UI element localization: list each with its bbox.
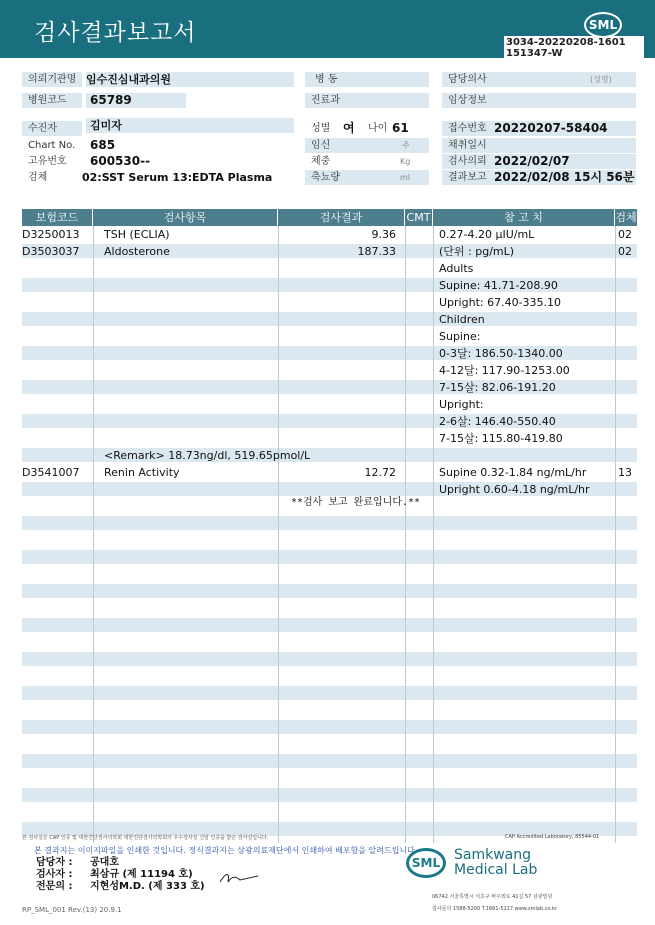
- ref-line: 2-6살: 146.40-550.40: [439, 415, 556, 428]
- row-stripe: [22, 584, 637, 598]
- lab-contact: 검사문의 1588-5200 T.1661-5117 www.smlab.co.kr: [432, 906, 557, 912]
- row-stripe: [22, 788, 637, 802]
- row-ref: (단위 : pg/mL): [439, 245, 515, 258]
- row-stripe: [22, 550, 637, 564]
- report-title: 검사결과보고서: [34, 20, 197, 46]
- ward-label: 병 동: [305, 72, 429, 87]
- accreditation-note: 본 검사실은 CAP 인증 및 대한진단검사의학회 대한진단검사의학회의 우수검사실 신임 인증을 받은 검사실입니다.: [22, 835, 269, 841]
- patient-label: 수진자: [22, 121, 82, 136]
- chart-number: 685: [90, 138, 116, 152]
- id-number: 600530--: [90, 154, 151, 168]
- age-label: 나이: [368, 123, 388, 134]
- document-number: 3034-20220208-1601 151347-W: [504, 36, 644, 60]
- report-complete-text: **검사 보고 완료입니다.**: [290, 497, 421, 508]
- report-date: 2022/02/08 15시 56분: [494, 170, 635, 184]
- print-notice: 본 결과지는 이미지파일을 인쇄한 것입니다. 정식결과지는 삼광의료재단에서 인쇄하여 배포함을 알려드립니다.: [34, 846, 418, 855]
- doctor-name: (성명): [590, 75, 612, 84]
- report-header: [0, 0, 655, 58]
- examiner-name: 최삼규 (제 11194 호): [90, 869, 193, 880]
- row-stripe: [22, 686, 637, 700]
- row-spec: 13: [618, 466, 632, 479]
- cap-number: CAP Accredited Laboratory, 85544-01: [505, 834, 600, 840]
- row-stripe: [22, 618, 637, 632]
- sex-label: 성별: [311, 123, 331, 134]
- owner-label: 담당자 :: [36, 857, 73, 868]
- row-result: 12.72: [364, 466, 396, 479]
- weight-label: 체중: [311, 156, 331, 167]
- col-divider: [405, 226, 406, 843]
- urine-label: 축뇨량: [305, 170, 429, 185]
- lab-name: Samkwang Medical Lab: [454, 847, 538, 878]
- request-label: 검사의뢰: [442, 154, 636, 169]
- row-code: D3503037: [22, 245, 80, 258]
- col-ref-header: 참 고 치: [433, 209, 615, 226]
- ref-line: 0-3달: 186.50-1340.00: [439, 347, 563, 360]
- pregnancy-unit: 주: [402, 141, 410, 150]
- ref-line: 7-15살: 82.06-191.20: [439, 381, 556, 394]
- ref-line: 7-15살: 115.80-419.80: [439, 432, 563, 445]
- pregnancy-label: 임신: [305, 138, 429, 153]
- ref-line: Upright:: [439, 398, 484, 411]
- chart-label: Chart No.: [28, 140, 76, 151]
- row-name: TSH (ECLIA): [104, 228, 170, 241]
- ref-line: Supine: 41.71-208.90: [439, 279, 558, 292]
- request-date: 2022/02/07: [494, 154, 570, 168]
- col-result-header: 검사결과: [278, 209, 405, 226]
- receipt-number: 20220207-58404: [494, 121, 608, 135]
- doctor-label: 담당의사: [442, 72, 636, 87]
- row-spec: 02: [618, 245, 632, 258]
- row-ref: 0.27-4.20 μIU/mL: [439, 228, 535, 241]
- clinical-label: 임상정보: [442, 93, 636, 108]
- remark-text: <Remark> 18.73ng/dl, 519.65pmol/L: [104, 449, 311, 462]
- row-stripe: [22, 652, 637, 666]
- ref-line: Children: [439, 313, 485, 326]
- specimen-label: 검체: [28, 172, 48, 183]
- row-code: D3541007: [22, 466, 80, 479]
- row-spec: 02: [618, 228, 632, 241]
- id-label: 고유번호: [28, 156, 67, 167]
- col-cmt-header: CMT: [405, 209, 433, 226]
- row-name: Aldosterone: [104, 245, 170, 258]
- row-stripe: [22, 754, 637, 768]
- row-ref: Supine 0.32-1.84 ng/mL/hr: [439, 466, 587, 479]
- receipt-label: 접수번호: [442, 121, 636, 136]
- patient-name: 김미자: [86, 118, 294, 133]
- col-divider: [433, 226, 434, 843]
- lab-address: 06742 서울특별시 서초구 바우뫼로 41길 57 삼광빌딩: [432, 894, 553, 900]
- sex-value: 여: [343, 121, 355, 135]
- row-stripe: [22, 720, 637, 734]
- examiner-label: 검사자 :: [36, 869, 73, 880]
- col-divider: [93, 226, 94, 843]
- dept-label: 진료과: [305, 93, 429, 108]
- row-name: Renin Activity: [104, 466, 180, 479]
- owner-name: 공대호: [90, 857, 119, 868]
- ref-line: Supine:: [439, 330, 481, 343]
- form-number: RP_SML_001 Rev.(13) 20.9.1: [22, 906, 122, 914]
- collect-label: 채취일시: [442, 138, 636, 153]
- sml-logo-icon: SML: [584, 12, 622, 38]
- hospital-name: 임수진심내과의원: [86, 72, 294, 87]
- col-spec-header: 검체: [615, 211, 637, 224]
- report-label: 결과보고: [442, 170, 636, 185]
- ref-line: Upright: 67.40-335.10: [439, 296, 562, 309]
- hospital-code: 65789: [86, 93, 186, 108]
- ref-line: Adults: [439, 262, 474, 275]
- row-stripe: [22, 516, 637, 530]
- col-divider: [615, 226, 616, 843]
- ref-line: Upright 0.60-4.18 ng/mL/hr: [439, 483, 590, 496]
- table-header: [22, 209, 637, 226]
- signature-icon: [218, 870, 260, 886]
- row-result: 187.33: [357, 245, 396, 258]
- col-code-header: 보험코드: [22, 209, 93, 226]
- weight-unit: Kg: [400, 157, 411, 166]
- col-divider: [278, 226, 279, 843]
- urine-unit: ml: [400, 173, 411, 182]
- row-result: 9.36: [371, 228, 396, 241]
- hospital-label: 의뢰기관명: [22, 72, 82, 87]
- code-label: 병원코드: [22, 93, 82, 108]
- col-item-header: 검사항목: [93, 209, 278, 226]
- row-code: D3250013: [22, 228, 80, 241]
- samkwang-logo: [406, 847, 538, 878]
- sml-mark-icon: SML: [406, 848, 446, 878]
- row-stripe: [22, 312, 637, 326]
- specialist-label: 전문의 :: [36, 881, 73, 892]
- age-value: 61: [392, 121, 409, 135]
- ref-line: 4-12달: 117.90-1253.00: [439, 364, 570, 377]
- specialist-name: 지현성M.D. (제 333 호): [90, 881, 205, 892]
- specimen-value: 02:SST Serum 13:EDTA Plasma: [82, 171, 273, 184]
